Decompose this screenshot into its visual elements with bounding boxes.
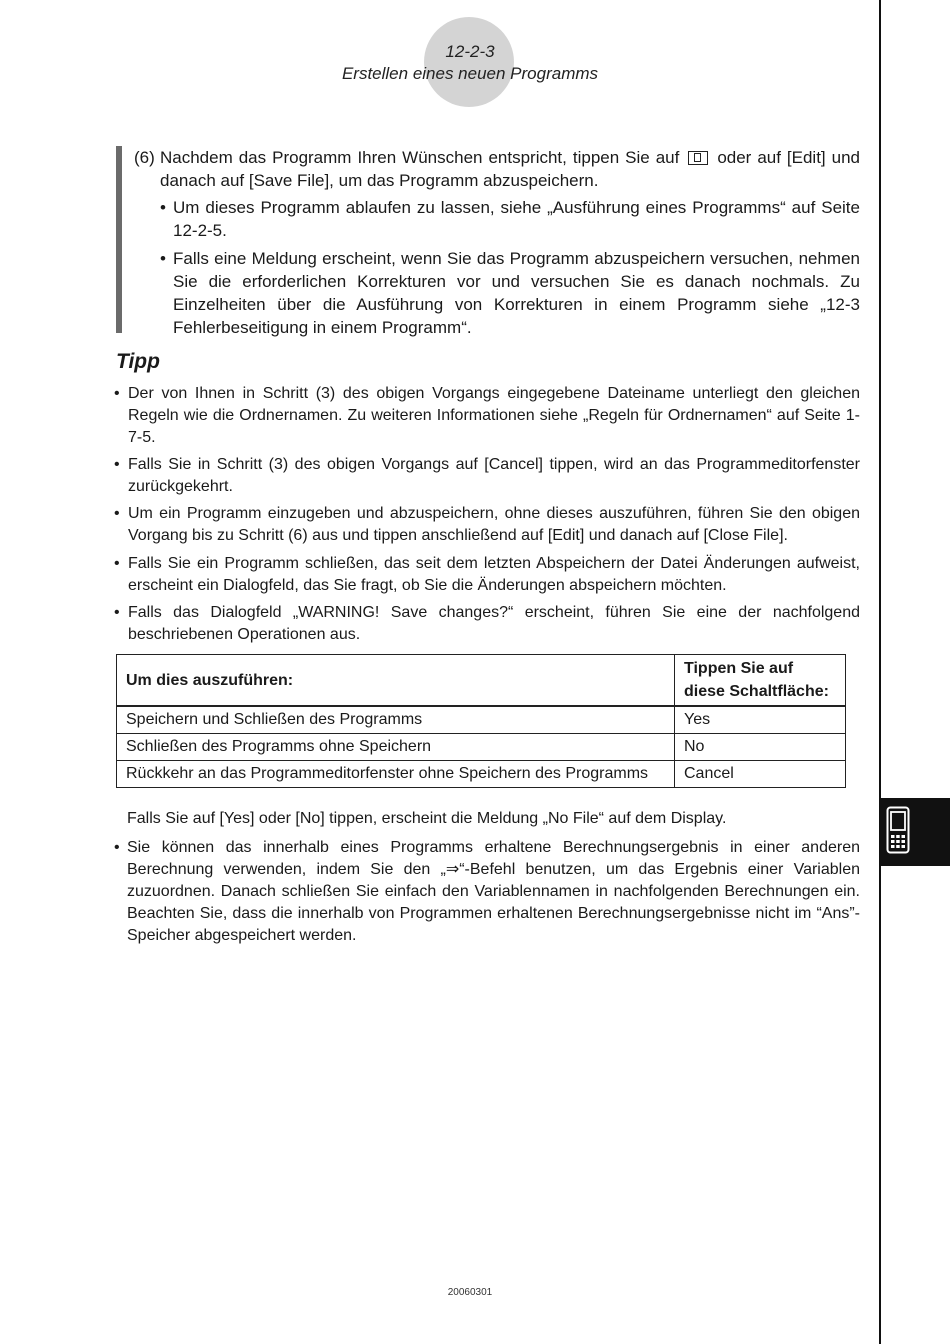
step-6-block [116, 146, 860, 337]
calculator-icon [886, 806, 910, 854]
tip-text: Falls Sie in Schritt (3) des obigen Vorgangs auf [Cancel] tippen, wird an das Programmeditorfenster zurückgekehrt. [128, 456, 860, 495]
page-number: 12-2-3 [445, 42, 495, 61]
table-cell-action: Schließen des Programms ohne Speichern [117, 734, 675, 761]
table-cell-button: Cancel [675, 761, 846, 788]
tip-item-6 [114, 837, 860, 947]
tip-text: Um ein Programm einzugeben und abzuspeichern, ohne dieses auszuführen, führen Sie den obigen Vorgang bis zu Schritt (6) aus und tippen anschließend auf [Edit] und danach auf [Close File]. [128, 505, 860, 544]
table-header-row [117, 655, 846, 707]
table-cell-action: Speichern und Schließen des Programms [117, 706, 675, 734]
right-margin-rule [879, 0, 881, 1344]
tip-text: Falls das Dialogfeld „WARNING! Save changes?“ erscheint, führen Sie eine der nachfolgend beschriebenen Operationen aus. [128, 604, 860, 643]
table-row [117, 734, 846, 761]
operations-table [116, 654, 846, 788]
tip-text: Sie können das innerhalb eines Programms erhaltene Berechnungsergebnis in einer anderen Berechnung verwenden, indem Sie den „⇒“-Befehl benutzen, um das Ergebnis einer Variablen zuzuordnen. Danach schließen Sie einfach den Variablennamen in nachfolgenden Berechnungen ein. Beachten Sie, dass die innerhalb von Programmen erhaltenen Berechnungsergebnisse nicht im “Ans”-Speicher abgespeichert werden. [127, 839, 860, 944]
tip-item-1 [114, 383, 860, 449]
step-bullet-1 [160, 196, 860, 242]
save-icon [688, 151, 708, 165]
step-bullet-2 [160, 247, 860, 339]
page-title: Erstellen eines neuen Programms [341, 64, 599, 83]
bullet-dot: • [114, 555, 120, 572]
table-cell-action: Rückkehr an das Programmeditorfenster ohne Speichern des Programms [117, 761, 675, 788]
table-cell-button: No [675, 734, 846, 761]
bullet-dot: • [160, 198, 166, 217]
tip-text: Falls Sie ein Programm schließen, das seit dem letzten Abspeichern der Datei Änderungen aufweist, erscheint ein Dialogfeld, das Sie fragt, ob Sie die Änderungen abspeichern möchten. [128, 555, 860, 594]
bullet-dot: • [114, 385, 120, 402]
table-cell-button: Yes [675, 706, 846, 734]
chapter-side-tab [881, 798, 950, 866]
footer-code: 20060301 [447, 1287, 493, 1298]
step-bullet-text: Falls eine Meldung erscheint, wenn Sie das Programm abzuspeichern versuchen, nehmen Sie die erforderlichen Korrekturen vor und versuchen Sie es danach nochmals. Zu Einzelheiten über die Ausführung von Korrekturen in einem Programm siehe „12-3 Fehlerbeseitigung in einem Programm“. [173, 249, 860, 337]
step-side-bar [116, 146, 122, 333]
step-bullet-text: Um dieses Programm ablaufen zu lassen, siehe „Ausführung eines Programms“ auf Seite 12-2-5. [173, 198, 860, 240]
table-row [117, 706, 846, 734]
tip-text: Der von Ihnen in Schritt (3) des obigen Vorgangs eingegebene Dateiname unterliegt den gleichen Regeln wie die Ordnernamen. Zu weiteren Informationen siehe „Regeln für Ordnernamen“ auf Seite 1-7-5. [128, 385, 860, 446]
tip-item-4 [114, 553, 860, 597]
table-header-action: Um dies auszuführen: [117, 655, 675, 707]
bullet-dot: • [160, 249, 166, 268]
bullet-dot: • [114, 604, 120, 621]
tip-item-2 [114, 454, 860, 498]
table-header-button: Tippen Sie auf diese Schaltfläche: [675, 655, 846, 707]
header-circle [424, 17, 514, 107]
tip-item-5 [114, 602, 860, 646]
step-number: (6) [134, 148, 155, 167]
bullet-dot: • [114, 839, 120, 856]
table-row [117, 761, 846, 788]
step-text-before-icon: Nachdem das Programm Ihren Wünschen entspricht, tippen Sie auf [160, 148, 680, 167]
tip-item-3 [114, 503, 860, 547]
after-table-note: Falls Sie auf [Yes] oder [No] tippen, erscheint die Meldung „No File“ auf dem Display. [127, 810, 727, 827]
step-text-after-icon: oder auf [Edit] und danach auf [Save File], um das Programm abzuspeichern. [160, 148, 860, 190]
bullet-dot: • [114, 505, 120, 522]
bullet-dot: • [114, 456, 120, 473]
tipp-heading: Tipp [116, 350, 160, 373]
step-6-text [160, 146, 860, 192]
